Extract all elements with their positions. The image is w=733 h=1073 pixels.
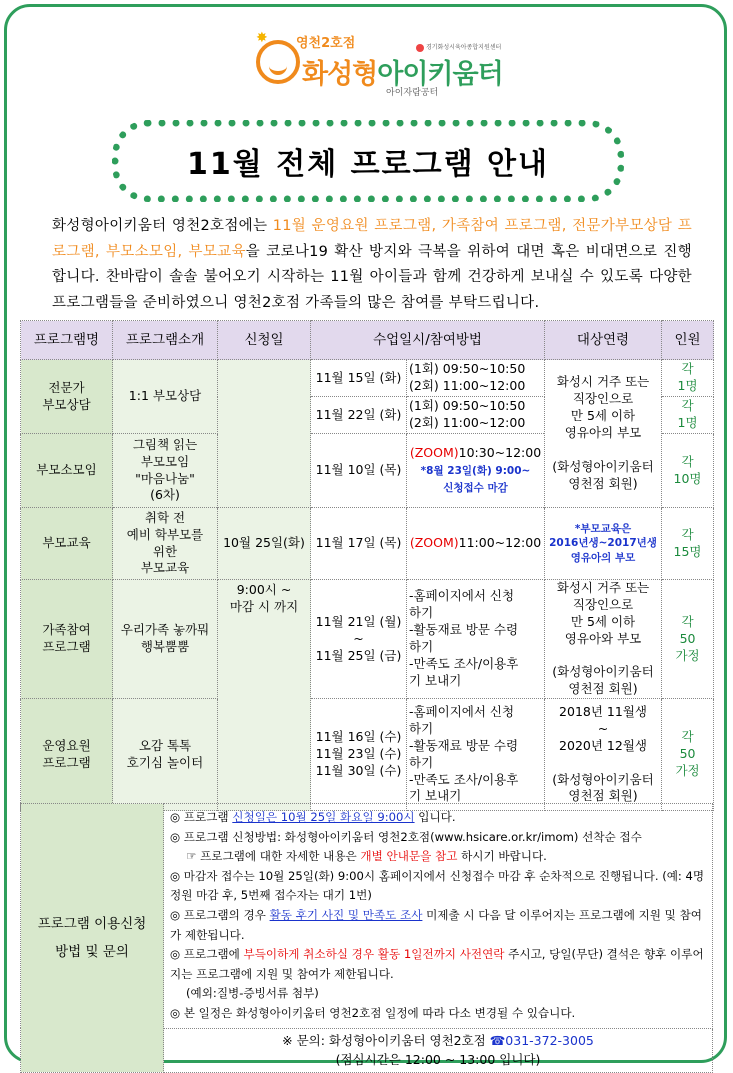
- table-row: [21, 699, 714, 811]
- info-item: ◎ 프로그램에 부득이하게 취소하실 경우 활동 1일전까지 사전연락 주시고, 당일(무단) 결석은 향후 이루어지는 프로그램에 지원 및 참여가 제한됩니다.: [170, 947, 704, 981]
- class-date: 11월 15일 (화): [311, 360, 407, 397]
- table-row: [21, 580, 714, 699]
- application-deadline: 9:00시 ~ 마감 시 까지: [218, 580, 311, 811]
- class-time: (1회) 09:50~10:50 (2회) 11:00~12:00: [407, 360, 545, 397]
- table-row: [21, 360, 714, 397]
- target-age: 2018년 11월생 ~ 2020년 12월생 (화성형아이키움터 영천점 회원): [545, 699, 662, 811]
- capacity: 각 50 가정: [662, 699, 714, 811]
- program-table: [20, 320, 714, 811]
- capacity: 각 50 가정: [662, 580, 714, 699]
- participation-method: -홈페이지에서 신청 하기 -활동재료 방문 수령 하기 -만족도 조사/이용후 기 보내기: [407, 699, 545, 811]
- target-age: *부모교육은 2016년생~2017년생 영유아의 부모: [545, 508, 662, 580]
- program-name: 가족참여 프로그램: [21, 580, 113, 699]
- capacity: 각 1명: [662, 360, 714, 397]
- info-item: ◎ 마감자 접수는 10월 25일(화) 9:00시 홈페이지에서 신청접수 마감 후 순차적으로 진행됩니다. (예: 4명 정원 마감 후, 5번째 접수자는 대기 1번): [170, 868, 705, 903]
- logo-partner: 경기화성시육아종합지원센터: [416, 42, 501, 52]
- class-date: 11월 17일 (목): [311, 508, 407, 580]
- title-box: [112, 120, 624, 202]
- program-intro: 그림책 읽는 부모모임 "마음나눔" (6차): [113, 434, 218, 508]
- capacity: 각 15명: [662, 508, 714, 580]
- info-item: ◎ 프로그램의 경우 활동 후기 사진 및 만족도 조사 미제출 시 다음 달 이루어지는 프로그램에 지원 및 참여가 제한됩니다.: [170, 907, 702, 942]
- application-date-cell: [218, 360, 311, 508]
- class-date: 11월 10일 (목): [311, 434, 407, 508]
- star-icon: ✸: [256, 30, 268, 46]
- program-intro: 우리가족 놓까뭐 행복뿜뿜: [113, 580, 218, 699]
- page-title: 11월 전체 프로그램 안내: [187, 147, 549, 182]
- header-age: 대상연령: [545, 321, 662, 360]
- class-time: (1회) 09:50~10:50 (2회) 11:00~12:00: [407, 397, 545, 434]
- info-item: ◎ 본 일정은 화성형아이키움터 영천2호점 일정에 따라 다소 변경될 수 있습니다.: [170, 1005, 576, 1020]
- participation-method: -홈페이지에서 신청 하기 -활동재료 방문 수령 하기 -만족도 조사/이용후 기 보내기: [407, 580, 545, 699]
- header-application-date: 신청일: [218, 321, 311, 360]
- info-item: ◎ 프로그램 신청일은 10월 25일 화요일 9:00시 입니다.: [170, 810, 456, 824]
- smile-face-icon: [256, 40, 300, 84]
- info-item: ◎ 프로그램 신청방법: 화성형아이키움터 영천2호점(www.hsicare.or.kr/imom) 선착순 접수: [170, 829, 642, 844]
- info-item: (예외:질병-증빙서류 첨부): [186, 986, 319, 1001]
- info-table: [20, 803, 713, 1073]
- program-name: 전문가 부모상담: [21, 360, 113, 434]
- capacity: 각 1명: [662, 397, 714, 434]
- class-date: 11월 21일 (월) ~ 11월 25일 (금): [311, 580, 407, 699]
- program-name: 부모소모임: [21, 434, 113, 508]
- logo-name: 화성형아이키움터: [302, 59, 503, 90]
- program-name: 운영요원 프로그램: [21, 699, 113, 811]
- program-name: 부모교육: [21, 508, 113, 580]
- header-capacity: 인원: [662, 321, 714, 360]
- target-age: 화성시 거주 또는 직장인으로 만 5세 이하 영유아와 부모 (화성형아이키움터 영천점 회원): [545, 580, 662, 699]
- header-schedule: 수업일시/참여방법: [311, 321, 545, 360]
- logo-branch: 영천2호점: [296, 36, 356, 51]
- program-intro: 1:1 부모상담: [113, 360, 218, 434]
- program-intro: 취학 전 예비 학부모를 위한 부모교육: [113, 508, 218, 580]
- header-program-name: 프로그램명: [21, 321, 113, 360]
- target-age: 화성시 거주 또는 직장인으로 만 5세 이하 영유아의 부모 (화성형아이키움터 영천점 회원): [545, 360, 662, 508]
- capacity: 각 10명: [662, 434, 714, 508]
- info-label: 프로그램 이용신청 방법 및 문의: [21, 804, 164, 1073]
- header-program-intro: 프로그램소개: [113, 321, 218, 360]
- contact-info: ※ 문의: 화성형아이키움터 영천2호점 ☎031-372-3005 (점심시간은 12:00 ~ 13:00 입니다): [164, 1028, 713, 1072]
- info-items: [164, 804, 713, 1029]
- intro-paragraph: 화성형아이키움터 영천2호점에는 11월 운영요원 프로그램, 가족참여 프로그램, 전문가부모상담 프로그램, 부모소모임, 부모교육을 코로나19 확산 방지와 극복을 위하여 대면 혹은 비대면으로 진행합니다. 찬바람이 솔솔 불어오기 시작하는 11월 아이들과 함께 건강하게 보내실 수 있도록 다양한 프로그램들을 준비하였으니 영천2호점 가족들의 많은 참여를 부탁드립니다.: [52, 218, 692, 311]
- program-intro: 오감 톡톡 호기심 놀이터: [113, 699, 218, 811]
- class-time: (ZOOM)11:00~12:00: [407, 508, 545, 580]
- table-row: [21, 508, 714, 580]
- application-date: 10월 25일(화): [218, 508, 311, 580]
- info-item: ☞ 프로그램에 대한 자세한 내용은 개별 안내문을 참고 하시기 바랍니다.: [186, 849, 547, 864]
- partner-icon: [416, 44, 424, 52]
- logo-tagline: 아이자람공터: [386, 88, 439, 98]
- logo: [256, 30, 506, 96]
- table-header-row: [21, 321, 714, 360]
- class-time: (ZOOM)10:30~12:00 *8월 23일(화) 9:00~ 신청접수 마감: [407, 434, 545, 508]
- class-date: 11월 22일 (화): [311, 397, 407, 434]
- class-date: 11월 16일 (수) 11월 23일 (수) 11월 30일 (수): [311, 699, 407, 811]
- phone-number: ☎031-372-3005: [489, 1033, 594, 1049]
